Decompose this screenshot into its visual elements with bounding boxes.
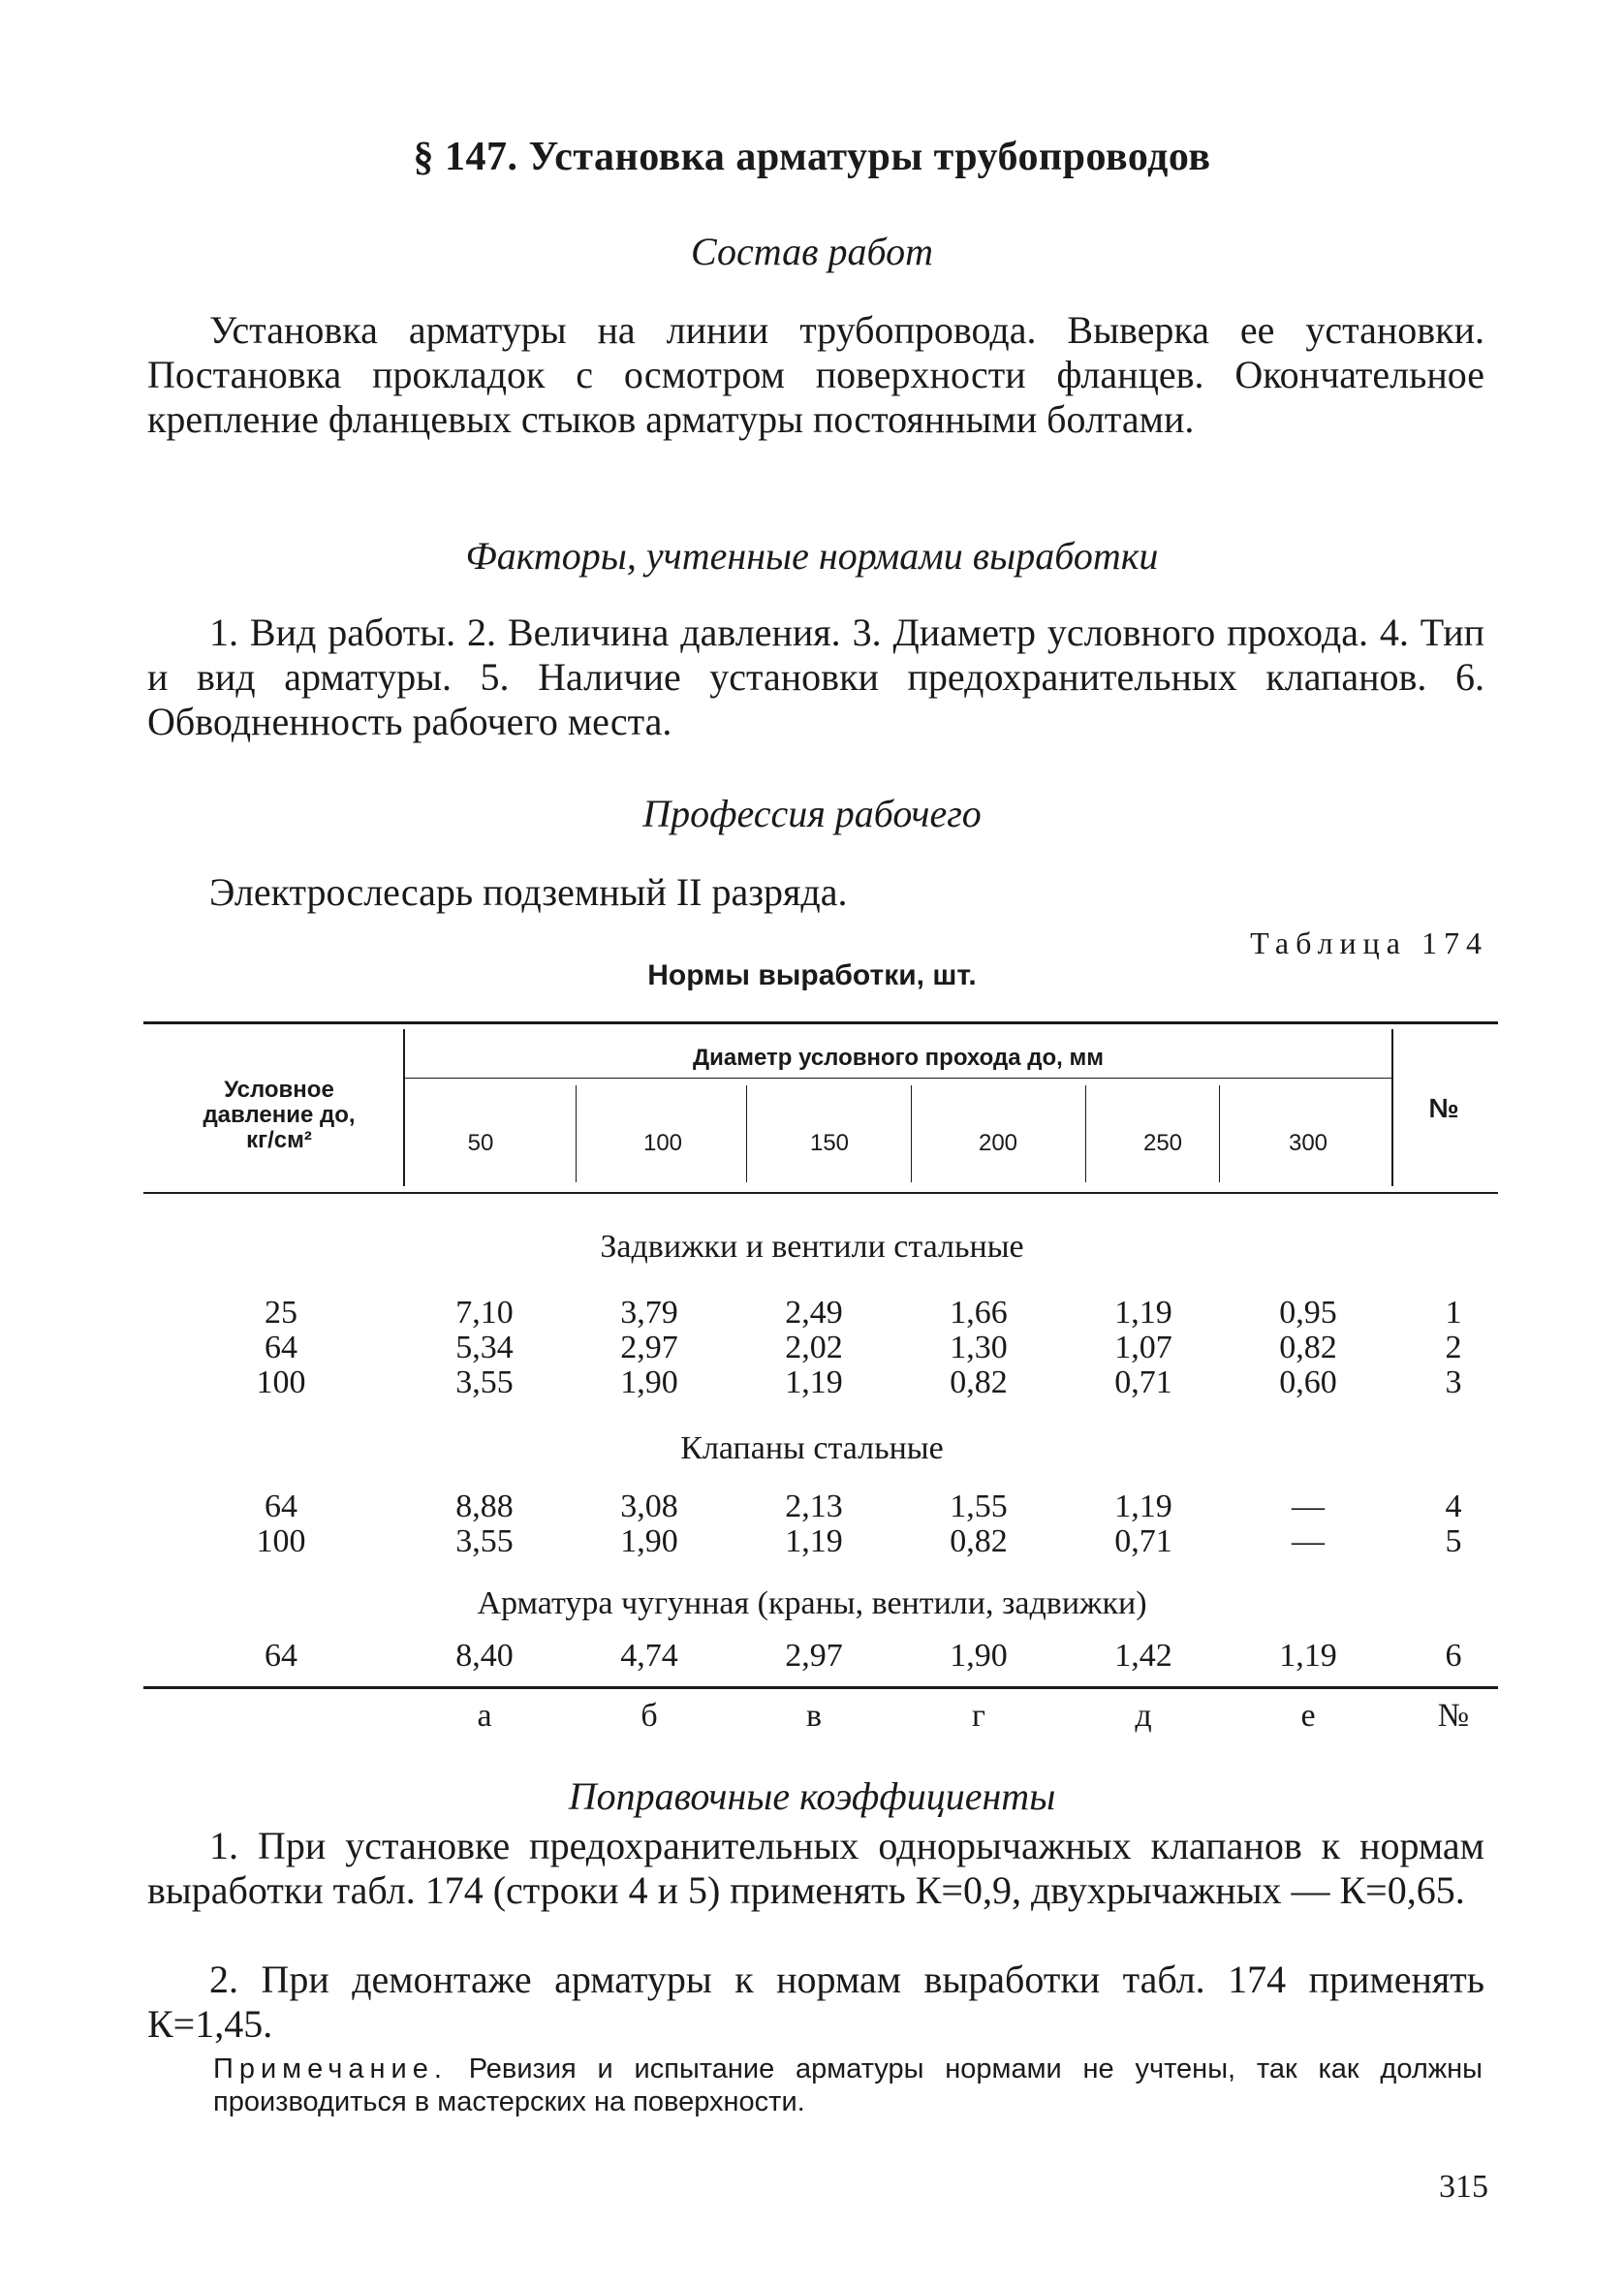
cell-pressure: 64	[265, 1330, 297, 1365]
diameter-150: 150	[809, 1130, 850, 1156]
cell-pressure: 25	[265, 1295, 297, 1331]
note-label: Примечание.	[213, 2053, 448, 2084]
cell-value: 1,19	[1114, 1295, 1172, 1331]
factors-title: Факторы, учтенные нормами выработки	[465, 534, 1159, 578]
diam-div-5	[1219, 1085, 1220, 1182]
cell-value: 1,66	[950, 1295, 1008, 1331]
pressure-header	[163, 1078, 395, 1153]
cell-value: —	[1292, 1489, 1325, 1524]
table-title: Нормы выработки, шт.	[647, 959, 977, 991]
cell-value: 0,71	[1114, 1364, 1172, 1400]
cell-value: 1,19	[785, 1364, 843, 1400]
coefficients-item2-text: 2. При демонтаже арматуры к нормам выработки табл. 174 применять К=1,45.	[147, 1958, 1484, 2046]
factors-text	[147, 611, 1484, 744]
section-label-3: Арматура чугунная (краны, вентили, задвижки)	[477, 1585, 1147, 1621]
profession-body: Электрослесарь подземный II разряда.	[209, 870, 848, 914]
note	[213, 2053, 1483, 2118]
cell-no: 2	[1445, 1330, 1462, 1365]
table-top-rule	[143, 1021, 1498, 1024]
cell-value: 1,19	[1279, 1638, 1337, 1674]
diam-div-1	[576, 1085, 577, 1182]
cell-no: 6	[1445, 1638, 1462, 1674]
col-divider-no	[1391, 1029, 1393, 1186]
composition-title: Состав работ	[691, 230, 933, 273]
cell-value: 0,71	[1114, 1523, 1172, 1559]
diameter-subrule	[405, 1078, 1391, 1079]
pressure-header-line1: Условное	[224, 1077, 334, 1103]
diam-div-2	[746, 1085, 747, 1182]
diameter-header: Диаметр условного прохода до, мм	[693, 1045, 1104, 1071]
cell-value: 1,19	[1114, 1489, 1172, 1524]
cell-value: 1,90	[950, 1638, 1008, 1674]
diameter-50: 50	[467, 1130, 494, 1156]
cell-pressure: 100	[256, 1523, 306, 1559]
cell-value: 2,97	[620, 1330, 678, 1365]
cell-value: 3,08	[620, 1489, 678, 1524]
cell-value: 7,10	[455, 1295, 514, 1331]
coefficients-item1-text: 1. При установке предохранительных однорычажных клапанов к нормам выработки табл. 174 (строки 4 и 5) применять К=0,9, двухрычажных — К=0,65.	[147, 1824, 1484, 1912]
pressure-header-line3: кг/см²	[246, 1127, 312, 1153]
cell-value: 8,40	[455, 1638, 514, 1674]
cell-value: 2,97	[785, 1638, 843, 1674]
cell-value: 1,90	[620, 1364, 678, 1400]
section-label-1: Задвижки и вентили стальные	[600, 1229, 1024, 1265]
cell-pressure: 64	[265, 1489, 297, 1524]
coefficients-title: Поправочные коэффициенты	[568, 1774, 1056, 1818]
cell-value: 3,79	[620, 1295, 678, 1331]
pressure-header-line2: давление до,	[203, 1102, 356, 1128]
profession-text	[147, 870, 1484, 915]
page-number: 315	[1439, 2169, 1488, 2205]
cell-no: 5	[1445, 1523, 1462, 1559]
cell-value: 1,30	[950, 1330, 1008, 1365]
cell-value: 8,88	[455, 1489, 514, 1524]
col-divider-pressure	[403, 1029, 405, 1186]
diam-div-4	[1085, 1085, 1086, 1182]
factors-body: 1. Вид работы. 2. Величина давления. 3. Диаметр условного прохода. 4. Тип и вид арматуры. 5. Наличие установки предохранительных клапанов. 6. Обводненность рабочего места.	[147, 611, 1484, 743]
section-label-2: Клапаны стальные	[680, 1430, 944, 1466]
cell-no: 4	[1445, 1489, 1462, 1524]
column-letter: в	[805, 1698, 823, 1734]
cell-value: 1,19	[785, 1523, 843, 1559]
column-letter: д	[1135, 1698, 1152, 1734]
cell-value: 0,95	[1279, 1295, 1337, 1331]
cell-value: 2,13	[785, 1489, 843, 1524]
cell-value: 3,55	[455, 1523, 514, 1559]
cell-no: 1	[1445, 1295, 1462, 1331]
table-header-rule	[143, 1192, 1498, 1194]
cell-value: 0,82	[950, 1523, 1008, 1559]
cell-no: 3	[1445, 1364, 1462, 1400]
cell-value: 1,07	[1114, 1330, 1172, 1365]
note-text: Ревизия и испытание арматуры нормами не учтены, так как должны производиться в мастерских на поверхности.	[213, 2053, 1483, 2117]
column-letter: г	[972, 1698, 985, 1734]
cell-value: 0,82	[1279, 1330, 1337, 1365]
no-header: №	[1428, 1093, 1459, 1123]
cell-value: 3,55	[455, 1364, 514, 1400]
table-bottom-rule	[143, 1686, 1498, 1689]
table-number: Таблица 174	[1250, 925, 1488, 960]
composition-text	[147, 308, 1484, 442]
cell-value: 1,90	[620, 1523, 678, 1559]
diameter-100: 100	[642, 1130, 683, 1156]
column-letter: е	[1300, 1698, 1316, 1734]
cell-value: 0,82	[950, 1364, 1008, 1400]
composition-body: Установка арматуры на линии трубопровода. Выверка ее установки. Постановка прокладок с осмотром поверхности фланцев. Окончательное крепление фланцевых стыков арматуры постоянными болтами.	[147, 308, 1484, 441]
diameter-200: 200	[978, 1130, 1018, 1156]
cell-value: 4,74	[620, 1638, 678, 1674]
diameter-300: 300	[1288, 1130, 1328, 1156]
column-letter: а	[477, 1698, 492, 1734]
diameter-250: 250	[1142, 1130, 1183, 1156]
cell-value: 0,60	[1279, 1364, 1337, 1400]
column-letter: б	[640, 1698, 658, 1734]
cell-value: —	[1292, 1523, 1325, 1559]
cell-value: 1,42	[1114, 1638, 1172, 1674]
cell-value: 2,02	[785, 1330, 843, 1365]
column-letter: №	[1437, 1698, 1470, 1734]
cell-value: 1,55	[950, 1489, 1008, 1524]
cell-pressure: 100	[256, 1364, 306, 1400]
coefficients-item1	[147, 1824, 1484, 1913]
diam-div-3	[911, 1085, 912, 1182]
cell-pressure: 64	[265, 1638, 297, 1674]
cell-value: 2,49	[785, 1295, 843, 1331]
coefficients-item2	[147, 1958, 1484, 2047]
profession-title: Профессия рабочего	[642, 792, 982, 835]
section-heading: § 147. Установка арматуры трубопроводов	[413, 135, 1211, 179]
cell-value: 5,34	[455, 1330, 514, 1365]
